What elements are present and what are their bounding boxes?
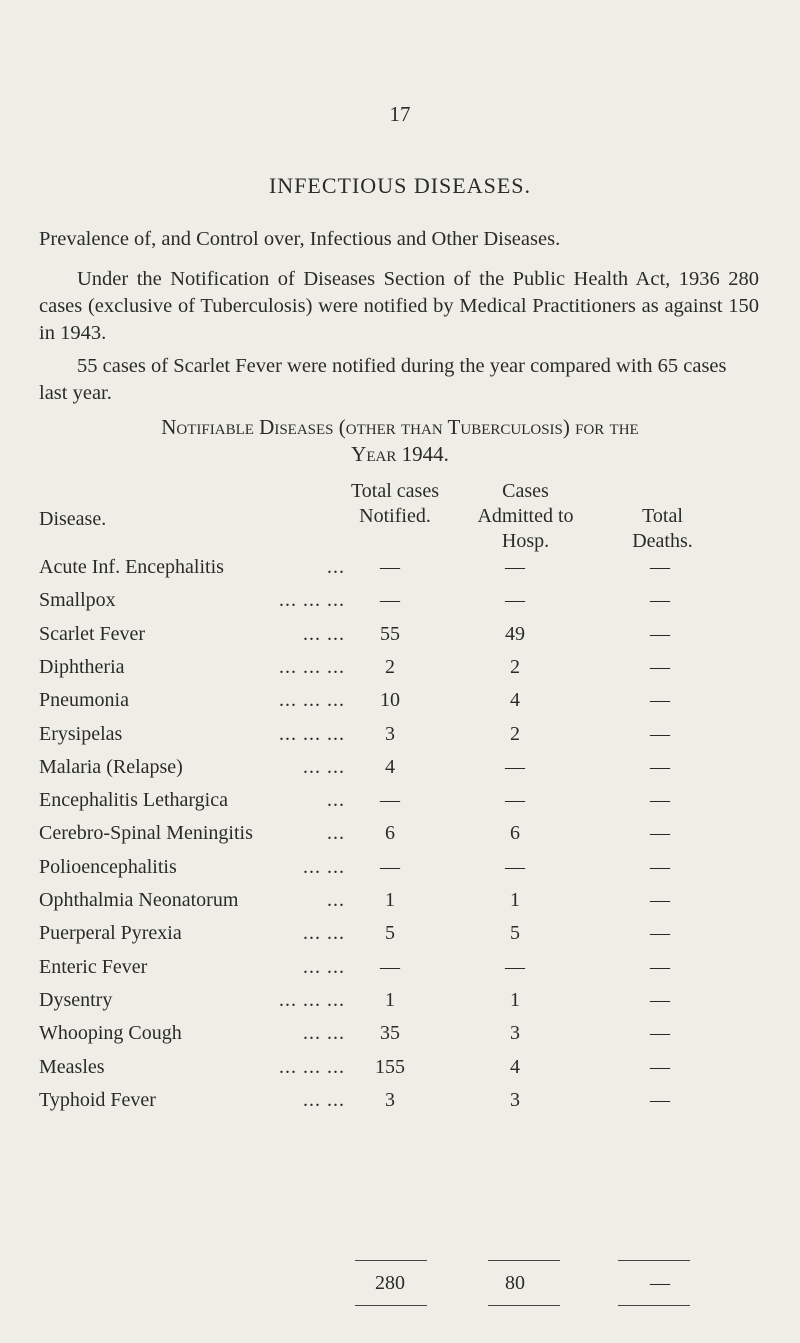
cases-admitted: 2	[510, 722, 520, 745]
column-header-total-notified: Total cases Notified.	[350, 480, 439, 527]
disease-name: Enteric Fever	[39, 955, 148, 978]
total-rule-bottom	[488, 1305, 560, 1306]
total-deaths: —	[650, 955, 670, 978]
table-row	[0, 956, 800, 989]
table-row	[0, 989, 800, 1022]
leader-dots: ... ... ...	[279, 1055, 345, 1078]
total-deaths: —	[650, 1022, 670, 1045]
leader-dots: ...	[327, 822, 345, 845]
leader-dots: ... ...	[303, 622, 345, 645]
total-rule-bottom	[618, 1305, 690, 1306]
paragraph-scarlet-fever: 55 cases of Scarlet Fever were notified during the year compared with 65 cases last year.	[39, 355, 727, 404]
total-deaths: —	[650, 1088, 670, 1111]
disease-name: Diphtheria	[39, 655, 125, 678]
total-rule-top	[355, 1260, 427, 1261]
table-row	[0, 922, 800, 955]
leader-dots: ... ... ...	[279, 589, 345, 612]
disease-name: Scarlet Fever	[39, 622, 146, 645]
total-admitted: 80	[505, 1272, 525, 1294]
table-row	[0, 623, 800, 656]
cases-admitted: —	[505, 955, 525, 978]
table-row	[0, 556, 800, 589]
cases-notified: 35	[380, 1022, 400, 1045]
leader-dots: ... ... ...	[279, 988, 345, 1011]
total-rule-top	[618, 1260, 690, 1261]
total-deaths: —	[650, 556, 670, 578]
disease-name: Dysentry	[39, 988, 113, 1011]
total-deaths: —	[650, 655, 670, 678]
column-header-admitted: Cases Admitted to Hosp.	[477, 480, 574, 552]
cases-admitted: 2	[510, 655, 520, 678]
total-deaths: —	[650, 589, 670, 612]
cases-admitted: 3	[510, 1022, 520, 1045]
disease-name: Pneumonia	[39, 689, 129, 712]
cases-notified: —	[380, 556, 400, 578]
table-heading-year: Year 1944.	[351, 442, 449, 466]
cases-notified: 1	[385, 988, 395, 1011]
total-deaths: —	[650, 789, 670, 812]
cases-admitted: 1	[510, 889, 520, 911]
page-title: INFECTIOUS DISEASES.	[268, 173, 532, 198]
total-rule-bottom	[355, 1305, 427, 1306]
cases-notified: 5	[385, 922, 395, 945]
leader-dots: ... ...	[303, 855, 345, 878]
disease-name: Typhoid Fever	[39, 1088, 156, 1111]
cases-admitted: 6	[510, 822, 520, 845]
leader-dots: ... ...	[303, 1022, 345, 1045]
cases-notified: —	[380, 855, 400, 878]
disease-name: Ophthalmia Neonatorum	[39, 889, 239, 911]
total-deaths: —	[650, 855, 670, 878]
total-deaths: —	[650, 689, 670, 712]
leader-dots: ...	[327, 789, 345, 812]
cases-notified: 4	[385, 755, 395, 778]
total-deaths: —	[650, 988, 670, 1011]
cases-notified: —	[380, 589, 400, 612]
table-row	[0, 889, 800, 922]
total-deaths: —	[650, 1055, 670, 1078]
leader-dots: ... ... ...	[279, 689, 345, 712]
cases-admitted: 49	[505, 622, 525, 645]
total-deaths: —	[650, 822, 670, 845]
disease-name: Erysipelas	[39, 722, 123, 745]
cases-notified: 1	[385, 889, 395, 911]
total-deaths: —	[650, 722, 670, 745]
disease-name: Acute Inf. Encephalitis	[39, 556, 224, 578]
cases-notified: —	[380, 955, 400, 978]
table-row	[0, 756, 800, 789]
disease-name: Puerperal Pyrexia	[39, 922, 182, 945]
table-heading: Notifiable Diseases (other than Tuberculosis) for the	[161, 415, 639, 439]
total-notified: 280	[375, 1272, 405, 1294]
leader-dots: ... ... ...	[279, 655, 345, 678]
cases-admitted: —	[505, 855, 525, 878]
total-rule-top	[488, 1260, 560, 1261]
cases-admitted: 5	[510, 922, 520, 945]
disease-name: Measles	[39, 1055, 105, 1078]
column-header-deaths: Total Deaths.	[632, 505, 693, 552]
cases-notified: 2	[385, 655, 395, 678]
leader-dots: ... ... ...	[279, 722, 345, 745]
leader-dots: ... ...	[303, 755, 345, 778]
table-row	[0, 723, 800, 756]
column-header-disease: Disease.	[39, 508, 107, 530]
cases-admitted: 1	[510, 988, 520, 1011]
total-deaths: —	[650, 922, 670, 945]
cases-admitted: —	[505, 589, 525, 612]
leader-dots: ... ...	[303, 955, 345, 978]
cases-notified: 55	[380, 622, 400, 645]
total-deaths: —	[650, 1272, 670, 1294]
total-deaths: —	[650, 755, 670, 778]
cases-notified: —	[380, 789, 400, 812]
cases-admitted: 4	[510, 689, 520, 712]
disease-name: Cerebro-Spinal Meningitis	[39, 822, 253, 845]
cases-admitted: —	[505, 789, 525, 812]
disease-name: Polioencephalitis	[39, 855, 177, 878]
table-row	[0, 1089, 800, 1122]
table-row	[0, 856, 800, 889]
table-row	[0, 1022, 800, 1055]
disease-name: Malaria (Relapse)	[39, 755, 183, 778]
table-row	[0, 822, 800, 855]
leader-dots: ...	[327, 889, 345, 911]
cases-admitted: 4	[510, 1055, 520, 1078]
table-row	[0, 1056, 800, 1089]
table-row	[0, 589, 800, 622]
cases-admitted: —	[505, 556, 525, 578]
paragraph-prevalence: Prevalence of, and Control over, Infectious and Other Diseases.	[39, 228, 561, 250]
cases-notified: 10	[380, 689, 400, 712]
table-row	[0, 689, 800, 722]
total-deaths: —	[650, 622, 670, 645]
cases-admitted: 3	[510, 1088, 520, 1111]
leader-dots: ... ...	[303, 922, 345, 945]
total-deaths: —	[650, 889, 670, 911]
cases-notified: 3	[385, 1088, 395, 1111]
cases-notified: 6	[385, 822, 395, 845]
disease-name: Whooping Cough	[39, 1022, 182, 1045]
paragraph-notification: Under the Notification of Diseases Section of the Public Health Act, 1936 280 cases (exclusive of Tuberculosis) were notified by Medical Practitioners as against 150 in 1943.	[39, 268, 759, 344]
table-row	[0, 656, 800, 689]
cases-admitted: —	[505, 755, 525, 778]
leader-dots: ... ...	[303, 1088, 345, 1111]
table-row	[0, 789, 800, 822]
page-number: 17	[389, 102, 411, 126]
disease-name: Encephalitis Lethargica	[39, 789, 228, 812]
leader-dots: ...	[327, 556, 345, 578]
disease-name: Smallpox	[39, 589, 116, 612]
cases-notified: 155	[375, 1055, 405, 1078]
cases-notified: 3	[385, 722, 395, 745]
